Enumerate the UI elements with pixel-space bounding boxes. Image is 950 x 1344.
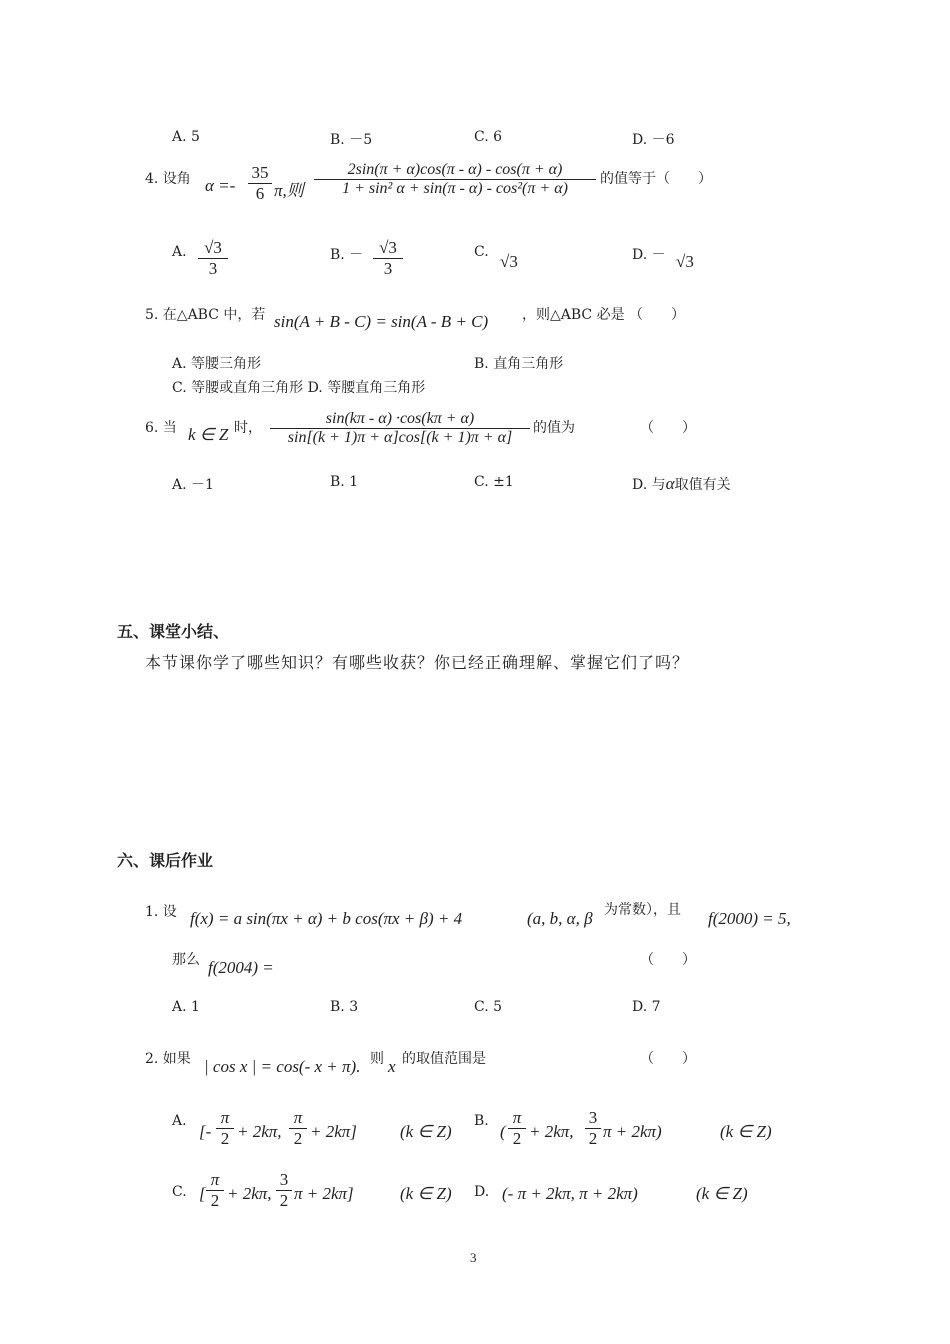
hw2-option-a-frac2 xyxy=(289,1108,307,1149)
hw2-label: 2. 如果 xyxy=(145,1051,191,1067)
q6-when: 时， xyxy=(234,420,262,436)
hw2-option-a-mid: + 2kπ, xyxy=(237,1122,282,1141)
hw1-given: f(2000) = 5, xyxy=(708,909,791,928)
hw2-option-a-label: A. xyxy=(172,1113,187,1129)
q6-option-c: C. ±1 xyxy=(474,474,514,490)
q4-option-c-value: √3 xyxy=(500,252,518,271)
hw2-option-c-frac2 xyxy=(276,1170,292,1211)
hw2-option-d-expr: (- π + 2kπ, π + 2kπ) xyxy=(502,1184,638,1203)
q4-option-a-fraction xyxy=(198,238,228,279)
q4-alpha-tail: π,则 xyxy=(274,181,304,200)
q5-option-cd: C. 等腰或直角三角形 D. 等腰直角三角形 xyxy=(172,380,426,396)
q4-option-b-fraction xyxy=(373,238,403,279)
hw2-option-b-frac2-num: 3 xyxy=(588,1108,598,1127)
q6-option-b: B. 1 xyxy=(330,474,359,490)
hw2-option-b-frac1-num: π xyxy=(512,1108,522,1127)
q6-condition: k ∈ Z xyxy=(188,425,229,444)
q4-tail: 的值等于（ ） xyxy=(600,171,712,187)
hw2-option-a-open: [- xyxy=(199,1122,212,1141)
hw2-option-a-frac2-num: π xyxy=(293,1108,303,1127)
q3-option-d: D. －6 xyxy=(632,132,675,148)
hw1-option-b: B. 3 xyxy=(330,999,359,1015)
hw2-option-a-frac1 xyxy=(216,1108,234,1149)
q6-option-d-alpha: α xyxy=(665,474,675,493)
hw2-option-b-label: B. xyxy=(474,1113,489,1129)
q4-frac-num: 2sin(π + α)cos(π - α) - cos(π + α) xyxy=(347,161,563,178)
page-number: 3 xyxy=(470,1250,477,1265)
hw2-var: x xyxy=(388,1057,396,1076)
q6-frac-num: sin(kπ - α) ·cos(kπ + α) xyxy=(325,410,475,427)
q4-alpha-den: 6 xyxy=(255,184,265,203)
hw2-option-c-k: (k ∈ Z) xyxy=(400,1184,452,1203)
hw2-tail: 的取值范围是 xyxy=(402,1051,486,1067)
hw1-label: 1. 设 xyxy=(145,904,177,920)
q6-frac-den: sin[(k + 1)π + α]cos[(k + 1)π + α] xyxy=(287,429,513,446)
hw2-option-a-frac1-num: π xyxy=(220,1108,230,1127)
hw2-option-b-k: (k ∈ Z) xyxy=(720,1122,772,1141)
hw2-option-c-open: [ xyxy=(199,1184,206,1203)
hw1-option-c: C. 5 xyxy=(474,999,503,1015)
hw2-option-d-k: (k ∈ Z) xyxy=(696,1184,748,1203)
q5-label: 5. 在△ABC 中，若 xyxy=(145,307,266,323)
q4-alpha-fraction xyxy=(248,163,272,204)
q4-option-b-num: √3 xyxy=(379,238,397,257)
q3-option-c: C. 6 xyxy=(474,129,503,145)
hw2-option-b-open: ( xyxy=(500,1122,506,1141)
hw2-option-a-close: + 2kπ] xyxy=(310,1122,357,1141)
q3-option-a: A. 5 xyxy=(172,129,200,145)
hw2-option-a-frac1-den: 2 xyxy=(220,1129,230,1148)
hw2-option-c-close: π + 2kπ] xyxy=(294,1184,354,1203)
hw2-option-c-mid: + 2kπ, xyxy=(227,1184,272,1203)
q6-option-d-post: 取值有关 xyxy=(674,477,731,493)
q4-alpha-eq: α =- xyxy=(205,176,236,195)
hw2-option-c-frac2-num: 3 xyxy=(279,1170,289,1189)
hw2-then: 则 xyxy=(370,1051,384,1067)
q4-option-a-den: 3 xyxy=(208,259,218,278)
hw2-option-b-close: π + 2kπ) xyxy=(603,1122,662,1141)
hw2-option-b-frac1 xyxy=(508,1108,526,1149)
q5-expression: sin(A + B - C) = sin(A - B + C) xyxy=(274,312,489,331)
section5-text: 本节课你学了哪些知识？有哪些收获？你已经正确理解、掌握它们了吗？ xyxy=(145,653,690,672)
hw2-option-c-frac1 xyxy=(206,1170,224,1211)
hw2-answer-paren: （ ） xyxy=(640,1051,696,1067)
hw2-option-b-frac2-den: 2 xyxy=(588,1129,598,1148)
hw2-option-c-frac2-den: 2 xyxy=(279,1191,289,1210)
hw1-option-d: D. 7 xyxy=(632,999,661,1015)
hw2-option-d-label: D. xyxy=(474,1184,490,1200)
q4-frac-den: 1 + sin² α + sin(π - α) - cos²(π + α) xyxy=(342,180,568,197)
hw1-option-a: A. 1 xyxy=(172,999,200,1015)
hw2-option-b-frac1-den: 2 xyxy=(512,1129,522,1148)
q6-option-a: A. －1 xyxy=(172,477,214,493)
hw2-option-b-frac2 xyxy=(585,1108,601,1149)
q4-alpha-num: 35 xyxy=(251,163,269,182)
hw1-answer-paren: （ ） xyxy=(640,952,696,968)
q4-option-c-label: C. xyxy=(474,244,489,260)
q6-tail: 的值为 xyxy=(533,420,575,436)
q6-label: 6. 当 xyxy=(145,420,177,436)
hw2-expression: | cos x | = cos(- x + π). xyxy=(204,1057,361,1076)
section5-heading: 五、课堂小结、 xyxy=(117,622,230,641)
hw2-option-b-mid: + 2kπ, xyxy=(529,1122,574,1141)
q6-fraction xyxy=(270,410,530,447)
q3-option-b: B. －5 xyxy=(330,132,373,148)
hw1-params-note: 为常数），且 xyxy=(604,902,681,918)
hw2-option-a-frac2-den: 2 xyxy=(293,1129,303,1148)
q4-option-b-label: B. － xyxy=(330,247,364,263)
q4-main-fraction xyxy=(314,161,596,198)
q6-option-d xyxy=(632,474,731,494)
q4-option-a-label: A. xyxy=(172,244,187,260)
hw1-expression: f(x) = a sin(πx + α) + b cos(πx + β) + 4 xyxy=(190,909,463,928)
q5-option-a: A. 等腰三角形 xyxy=(172,356,262,372)
q5-option-b: B. 直角三角形 xyxy=(474,356,564,372)
hw2-option-c-frac1-den: 2 xyxy=(210,1191,220,1210)
q5-tail: ，则△ABC 必是 （ ） xyxy=(522,307,686,323)
hw2-option-a-k: (k ∈ Z) xyxy=(400,1122,452,1141)
q4-option-d-label: D. － xyxy=(632,247,666,263)
q4-label: 4. 设角 xyxy=(145,171,191,187)
q6-answer-paren: （ ） xyxy=(640,420,696,436)
hw1-ask: f(2004) = xyxy=(208,958,274,977)
hw2-option-c-frac1-num: π xyxy=(210,1170,220,1189)
section6-heading: 六、课后作业 xyxy=(117,851,214,870)
q4-option-d-value: √3 xyxy=(676,252,694,271)
hw1-params: (a, b, α, β xyxy=(527,909,593,928)
hw1-then: 那么 xyxy=(172,952,200,968)
hw2-option-c-label: C. xyxy=(172,1184,187,1200)
q4-option-a-num: √3 xyxy=(204,238,222,257)
q6-option-d-pre: D. 与 xyxy=(632,477,666,493)
q4-option-b-den: 3 xyxy=(383,259,393,278)
